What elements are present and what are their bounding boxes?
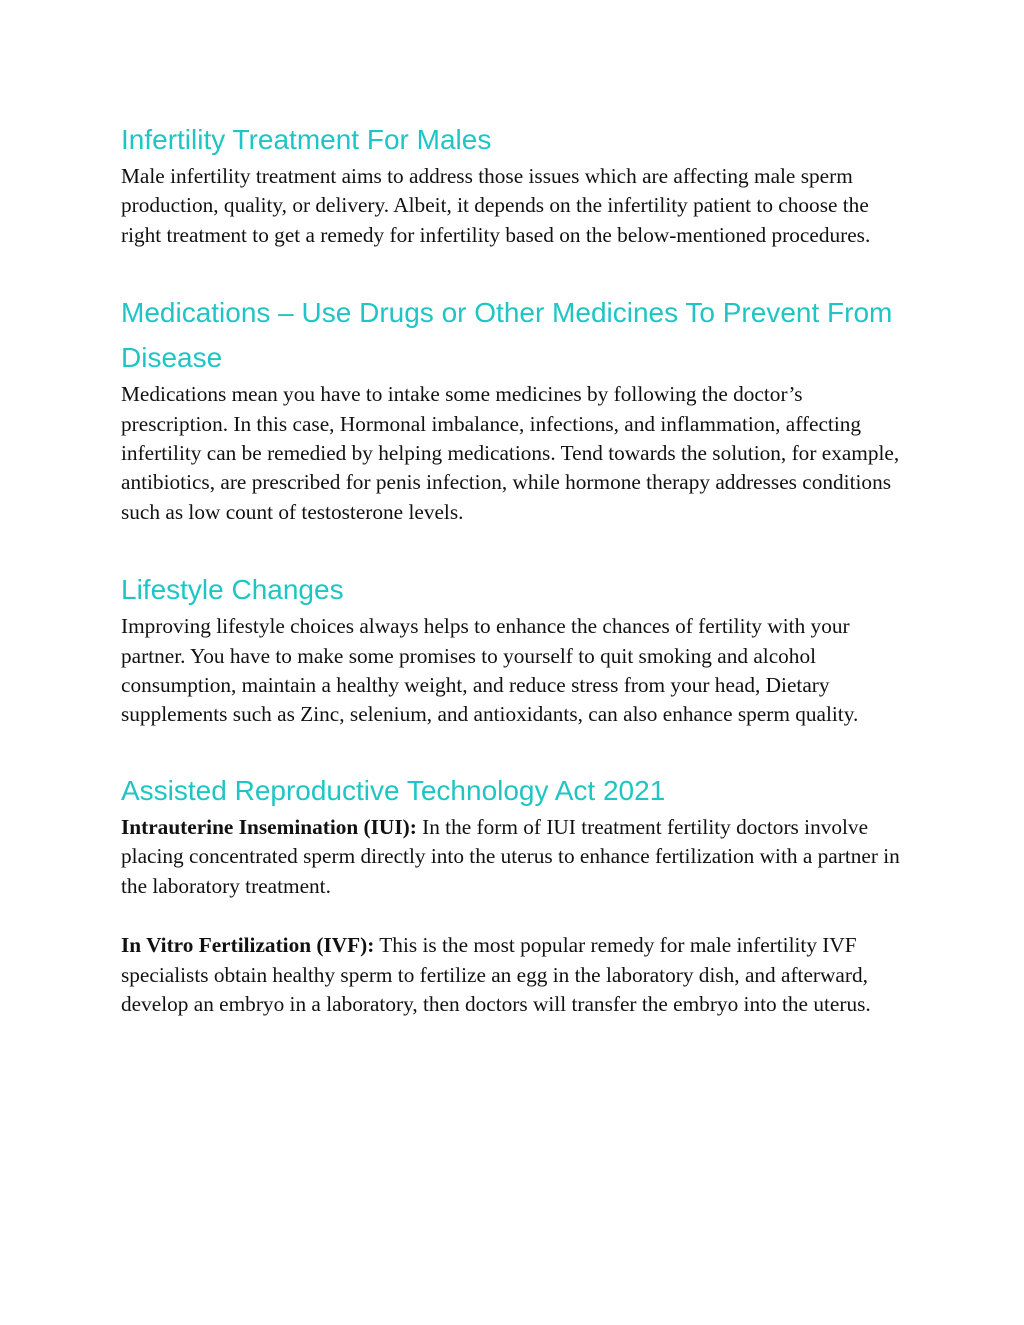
ivf-text: This is the most popular remedy for male infertility IVF specialists obtain healthy sperm to fertilize an egg in the laboratory dish, and afterward, develop an embryo in a laboratory, then doctors will transfer the embryo into the uterus.	[121, 933, 871, 1016]
section-heading: Lifestyle Changes	[121, 574, 344, 606]
section-heading: Infertility Treatment For Males	[121, 124, 492, 155]
ivf-term: In Vitro Fertilization (IVF):	[121, 933, 375, 958]
iui-paragraph	[121, 813, 911, 901]
section-heading: Medications – Use Drugs or Other Medicines To Prevent From Disease	[121, 297, 893, 374]
section-body: Medications mean you have to intake some medicines by following the doctor’s prescription. In this case, Hormonal imbalance, infections, and inflammation, affecting infertility can be remedied by helping medications. Tend towards the solution, for example, antibiotics, are prescribed for penis infection, while hormone therapy addresses conditions such as low count of testosterone levels.	[121, 382, 900, 524]
section-body: Improving lifestyle choices always helps to enhance the chances of fertility with your partner. You have to make some promises to yourself to quit smoking and alcohol consumption, maintain a healthy weight, and reduce stress from your head, Dietary supplements such as Zinc, selenium, and antioxidants, can also enhance sperm quality.	[121, 614, 859, 727]
section-heading: Assisted Reproductive Technology Act 2021	[121, 774, 666, 806]
section-art-act	[121, 768, 911, 1019]
section-lifestyle-changes	[121, 567, 911, 730]
iui-term: Intrauterine Insemination (IUI):	[121, 814, 417, 839]
document-page	[121, 117, 911, 1019]
ivf-paragraph	[121, 931, 911, 1019]
section-infertility-treatment	[121, 117, 911, 250]
section-body: Male infertility treatment aims to address those issues which are affecting male sperm production, quality, or delivery. Albeit, it depends on the infertility patient to choose the right treatment to get a remedy for infertility based on the below-mentioned procedures.	[121, 164, 871, 247]
iui-text: In the form of IUI treatment fertility doctors involve placing concentrated sperm directly into the uterus to enhance fertilization with a partner in the laboratory treatment.	[121, 814, 900, 898]
section-medications	[121, 290, 911, 527]
paragraph-gap	[121, 901, 911, 931]
